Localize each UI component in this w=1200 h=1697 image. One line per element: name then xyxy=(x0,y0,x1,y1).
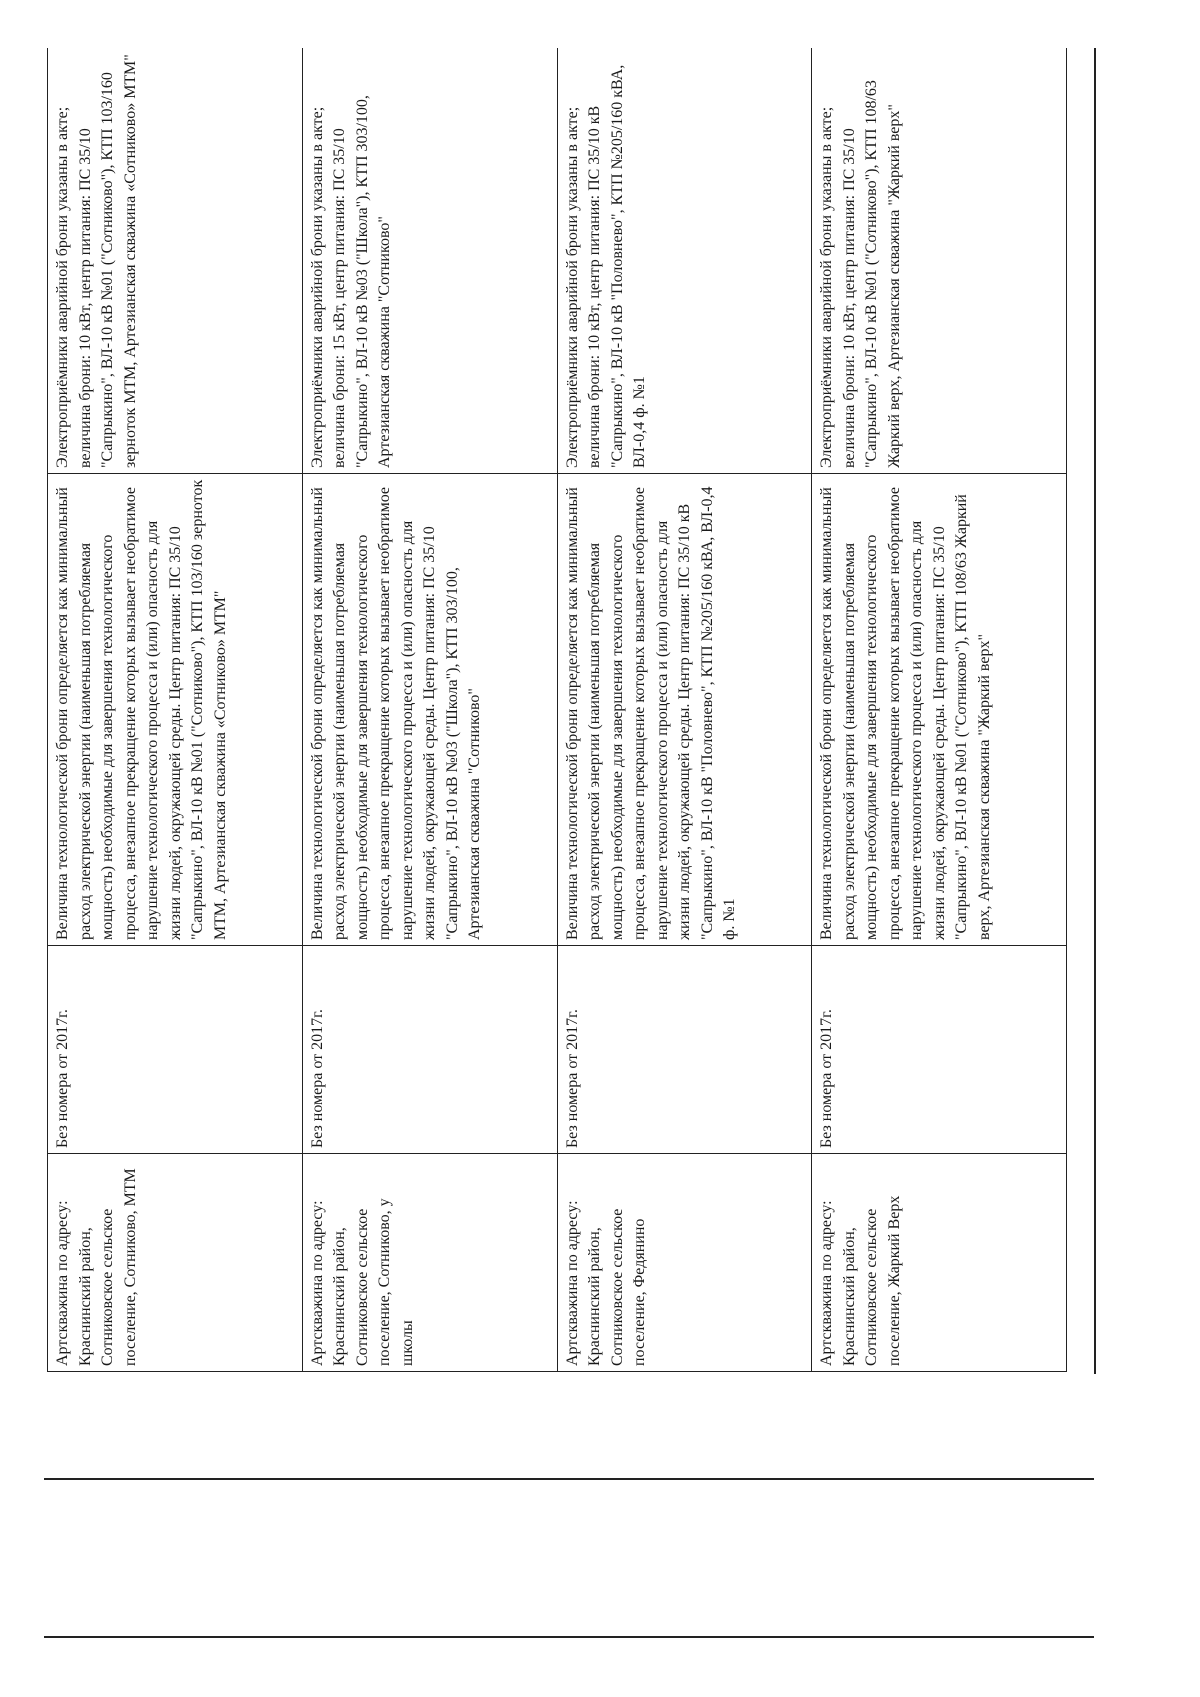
signature-line xyxy=(44,1478,1094,1480)
table-row xyxy=(48,48,303,1372)
reservation-act-table xyxy=(47,48,1067,1372)
document-cell: Без номера от 2017г. xyxy=(557,946,812,1154)
document-cell: Без номера от 2017г. xyxy=(812,946,1067,1154)
technological-reserve-cell: Величина технологической брони определяется как минимальный расход электрической энергии (наименьшая потребляемая мощность) необходимые для завершения технологического процесса, внезапное прекращение которых вызывает необратимое нарушение технологического процесса и (или) опасность для жизни людей, окружающей среды. Центр питания: ПС 35/10 "Сапрыкино", ВЛ-10 кВ №01 ("Сотниково"), КТП 103/160 зерноток МТМ, Артезианская скважина «Сотниково» МТМ" xyxy=(48,474,303,946)
technological-reserve-cell: Величина технологической брони определяется как минимальный расход электрической энергии (наименьшая потребляемая мощность) необходимые для завершения технологического процесса, внезапное прекращение которых вызывает необратимое нарушение технологического процесса и (или) опасность для жизни людей, окружающей среды. Центр питания: ПС 35/10 "Сапрыкино", ВЛ-10 кВ №01 ("Сотниково"), КТП 108/63 Жаркий верх, Артезианская скважина "Жаркий верх" xyxy=(812,474,1067,946)
emergency-reserve-cell: Электроприёмники аварийной брони указаны в акте; величина брони: 10 кВт, центр питания: ПС 35/10 "Сапрыкино", ВЛ-10 кВ №01 ("Сотниково"), КТП 108/63 Жаркий верх, Артезианская скважина "Жаркий верх" xyxy=(812,48,1067,474)
table-row xyxy=(557,48,812,1372)
address-cell: Артскважина по адресу: Краснинский район, Сотниковское сельское поселение, Жаркий Верх xyxy=(812,1154,1067,1372)
document-cell: Без номера от 2017г. xyxy=(48,946,303,1154)
table-row xyxy=(812,48,1067,1372)
technological-reserve-cell: Величина технологической брони определяется как минимальный расход электрической энергии (наименьшая потребляемая мощность) необходимые для завершения технологического процесса, внезапное прекращение которых вызывает необратимое нарушение технологического процесса и (или) опасность для жизни людей, окружающей среды. Центр питания: ПС 35/10 "Сапрыкино", ВЛ-10 кВ №03 ("Школа"), КТП 303/100, Артезианская скважина "Сотниково" xyxy=(302,474,557,946)
emergency-reserve-cell: Электроприёмники аварийной брони указаны в акте; величина брони: 10 кВт, центр питания: ПС 35/10 кВ "Сапрыкино", ВЛ-10 кВ "Половнево", КТП №205/160 кВА, ВЛ-0,4 ф. №1 xyxy=(557,48,812,474)
emergency-reserve-cell: Электроприёмники аварийной брони указаны в акте; величина брони: 15 кВт, центр питания: ПС 35/10 "Сапрыкино", ВЛ-10 кВ №03 ("Школа"), КТП 303/100, Артезианская скважина "Сотниково" xyxy=(302,48,557,474)
rotated-table-wrapper xyxy=(47,48,1067,1372)
emergency-reserve-cell: Электроприёмники аварийной брони указаны в акте; величина брони: 10 кВт, центр питания: ПС 35/10 "Сапрыкино", ВЛ-10 кВ №01 ("Сотниково"), КТП 103/160 зерноток МТМ, Артезианская скважина «Сотниково» МТМ" xyxy=(48,48,303,474)
right-border-line xyxy=(1094,48,1096,1374)
table-row xyxy=(302,48,557,1372)
address-cell: Артскважина по адресу: Краснинский район, Сотниковское сельское поселение, Сотниково, у школы xyxy=(302,1154,557,1372)
address-cell: Артскважина по адресу: Краснинский район, Сотниковское сельское поселение, Сотниково, МТМ xyxy=(48,1154,303,1372)
document-table-area xyxy=(47,48,1067,1372)
document-cell: Без номера от 2017г. xyxy=(302,946,557,1154)
address-cell: Артскважина по адресу: Краснинский район, Сотниковское сельское поселение, Федянино xyxy=(557,1154,812,1372)
signature-line xyxy=(44,1636,1094,1638)
technological-reserve-cell: Величина технологической брони определяется как минимальный расход электрической энергии (наименьшая потребляемая мощность) необходимые для завершения технологического процесса, внезапное прекращение которых вызывает необратимое нарушение технологического процесса и (или) опасность для жизни людей, окружающей среды. Центр питания: ПС 35/10 кВ "Сапрыкино", ВЛ-10 кВ "Половнево", КТП №205/160 кВА, ВЛ-0,4 ф. №1 xyxy=(557,474,812,946)
